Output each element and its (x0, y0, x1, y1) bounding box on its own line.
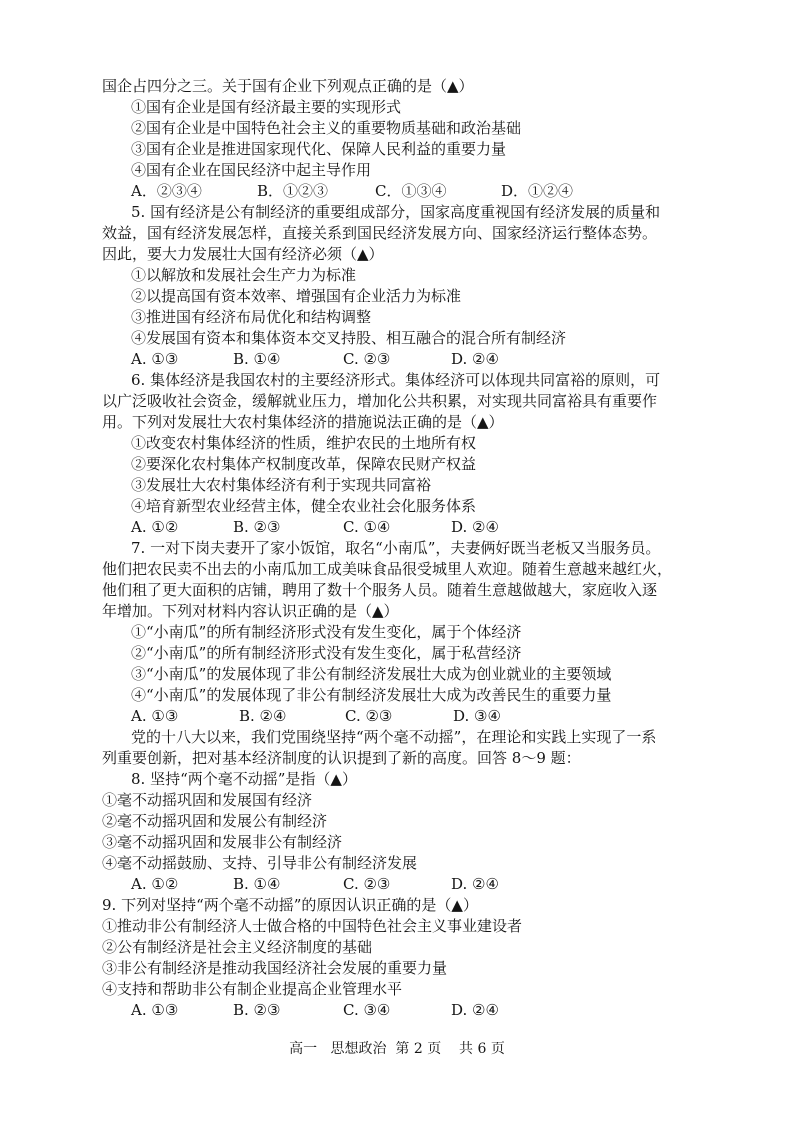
q4-option-1: ①国有企业是国有经济最主要的实现形式 (131, 98, 402, 116)
q4-choice-a: A．②③④ (131, 182, 202, 200)
q9-stem: 9. 下列对坚持“两个毫不动摇”的原因认识正确的是（▲） (102, 896, 478, 914)
q8-option-3: ③毫不动摇巩固和发展非公有制经济 (102, 833, 343, 851)
q9-option-4: ④支持和帮助非公有制企业提高企业管理水平 (102, 980, 403, 998)
q5-choice-b: B. ①④ (233, 350, 281, 368)
q4-answer-choices (102, 181, 662, 202)
q4-choice-c: C．①③④ (375, 182, 447, 200)
q9-option-2: ②公有制经济是社会主义经济制度的基础 (102, 938, 373, 956)
intro-8-9-line-1: 党的十八大以来，我们党围绕坚持“两个毫不动摇”，在理论和实践上实现了一系 (131, 728, 657, 746)
q4-choice-b: B．①②③ (257, 182, 329, 200)
q6-option-3: ③发展壮大农村集体经济有利于实现共同富裕 (131, 476, 432, 494)
q5-stem-line-3: 因此，要大力发展壮大国有经济必须（▲） (102, 245, 384, 263)
q9-choice-c: C. ③④ (343, 1001, 391, 1019)
q4-option-4: ④国有企业在国民经济中起主导作用 (131, 161, 372, 179)
q6-stem-line-2: 以广泛吸收社会资金，缓解就业压力，增加化公共积累，对实现共同富裕具有重要作 (102, 392, 658, 410)
q5-choice-a: A. ①③ (131, 350, 179, 368)
q5-option-1: ①以解放和发展社会生产力为标准 (131, 266, 357, 284)
q7-option-2: ②“小南瓜”的所有制经济形式没有发生变化，属于私营经济 (131, 644, 522, 662)
q9-choice-d: D. ②④ (451, 1001, 499, 1019)
q5-option-2: ②以提高国有资本效率、增强国有企业活力为标准 (131, 287, 462, 305)
q6-stem-line-1: 6. 集体经济是我国农村的主要经济形式。集体经济可以体现共同富裕的原则，可 (131, 371, 661, 389)
exam-content (102, 76, 673, 1021)
q4-stem-tail: 国企占四分之三。关于国有企业下列观点正确的是（▲） (102, 77, 474, 95)
q8-choice-d: D. ②④ (451, 875, 499, 893)
q6-choice-a: A. ①② (131, 518, 179, 536)
q8-option-1: ①毫不动摇巩固和发展国有经济 (102, 791, 313, 809)
q9-choice-b: B. ②③ (233, 1001, 281, 1019)
q9-option-3: ③非公有制经济是推动我国经济社会发展的重要力量 (102, 959, 448, 977)
q5-stem-line-2: 效益，国有经济发展怎样，直接关系到国民经济发展方向、国家经济运行整体态势。 (102, 224, 658, 242)
q5-option-4: ④发展国有资本和集体资本交叉持股、相互融合的混合所有制经济 (131, 329, 567, 347)
q4-option-2: ②国有企业是中国特色社会主义的重要物质基础和政治基础 (131, 119, 522, 137)
q5-option-3: ③推进国有经济布局优化和结构调整 (131, 308, 372, 326)
q9-option-1: ①推动非公有制经济人士做合格的中国特色社会主义事业建设者 (102, 917, 523, 935)
q5-stem-line-1: 5. 国有经济是公有制经济的重要组成部分，国家高度重视国有经济发展的质量和 (131, 203, 661, 221)
q7-choice-d: D. ③④ (453, 707, 501, 725)
q8-choice-a: A. ①② (131, 875, 179, 893)
q9-answer-choices (102, 1000, 662, 1021)
page-footer: 高一 思想政治 第 2 页 共 6 页 (289, 1041, 505, 1057)
q6-stem-line-3: 用。下列对发展壮大农村集体经济的措施说法正确的是（▲） (102, 413, 504, 431)
q8-option-2: ②毫不动摇巩固和发展公有制经济 (102, 812, 328, 830)
q7-stem-line-4: 年增加。下列对材料内容认识正确的是（▲） (102, 602, 399, 620)
q8-choice-c: C. ②③ (343, 875, 391, 893)
intro-8-9-line-2: 列重要创新，把对基本经济制度的认识提到了新的高度。回答 8～9 题： (102, 749, 581, 767)
q7-option-1: ①“小南瓜”的所有制经济形式没有发生变化，属于个体经济 (131, 623, 522, 641)
q6-answer-choices (102, 517, 662, 538)
q7-option-3: ③“小南瓜”的发展体现了非公有制经济发展壮大成为创业就业的主要领域 (131, 665, 612, 683)
q6-choice-c: C. ①④ (343, 518, 391, 536)
q6-option-1: ①改变农村集体经济的性质，维护农民的土地所有权 (131, 434, 477, 452)
q8-stem: 8. 坚持“两个毫不动摇”是指（▲） (131, 770, 357, 788)
q7-choice-b: B. ②④ (239, 707, 287, 725)
q7-answer-choices (102, 706, 662, 727)
q6-option-4: ④培育新型农业经营主体，健全农业社会化服务体系 (131, 497, 477, 515)
q4-option-3: ③国有企业是推进国家现代化、保障人民利益的重要力量 (131, 140, 507, 158)
q8-option-4: ④毫不动摇鼓励、支持、引导非公有制经济发展 (102, 854, 418, 872)
q5-choice-d: D. ②④ (451, 350, 499, 368)
q6-option-2: ②要深化农村集体产权制度改革，保障农民财产权益 (131, 455, 477, 473)
q4-choice-d: D．①②④ (501, 182, 574, 200)
q5-answer-choices (102, 349, 662, 370)
q7-choice-c: C. ②③ (345, 707, 393, 725)
q6-choice-b: B. ②③ (233, 518, 281, 536)
q7-stem-line-3: 他们租了更大面积的店铺，聘用了数十个服务人员。随着生意越做越大，家庭收入逐 (102, 581, 658, 599)
q7-choice-a: A. ①③ (131, 707, 179, 725)
q9-choice-a: A. ①③ (131, 1001, 179, 1019)
q8-answer-choices (102, 874, 662, 895)
q7-stem-line-1: 7. 一对下岗夫妻开了家小饭馆，取名“小南瓜”，夫妻俩好既当老板又当服务员。 (131, 539, 661, 557)
q5-choice-c: C. ②③ (343, 350, 391, 368)
q8-choice-b: B. ①④ (233, 875, 281, 893)
q7-stem-line-2: 他们把农民卖不出去的小南瓜加工成美味食品很受城里人欢迎。随着生意越来越红火， (102, 560, 673, 578)
q6-choice-d: D. ②④ (451, 518, 499, 536)
q7-option-4: ④“小南瓜”的发展体现了非公有制经济发展壮大成为改善民生的重要力量 (131, 686, 612, 704)
